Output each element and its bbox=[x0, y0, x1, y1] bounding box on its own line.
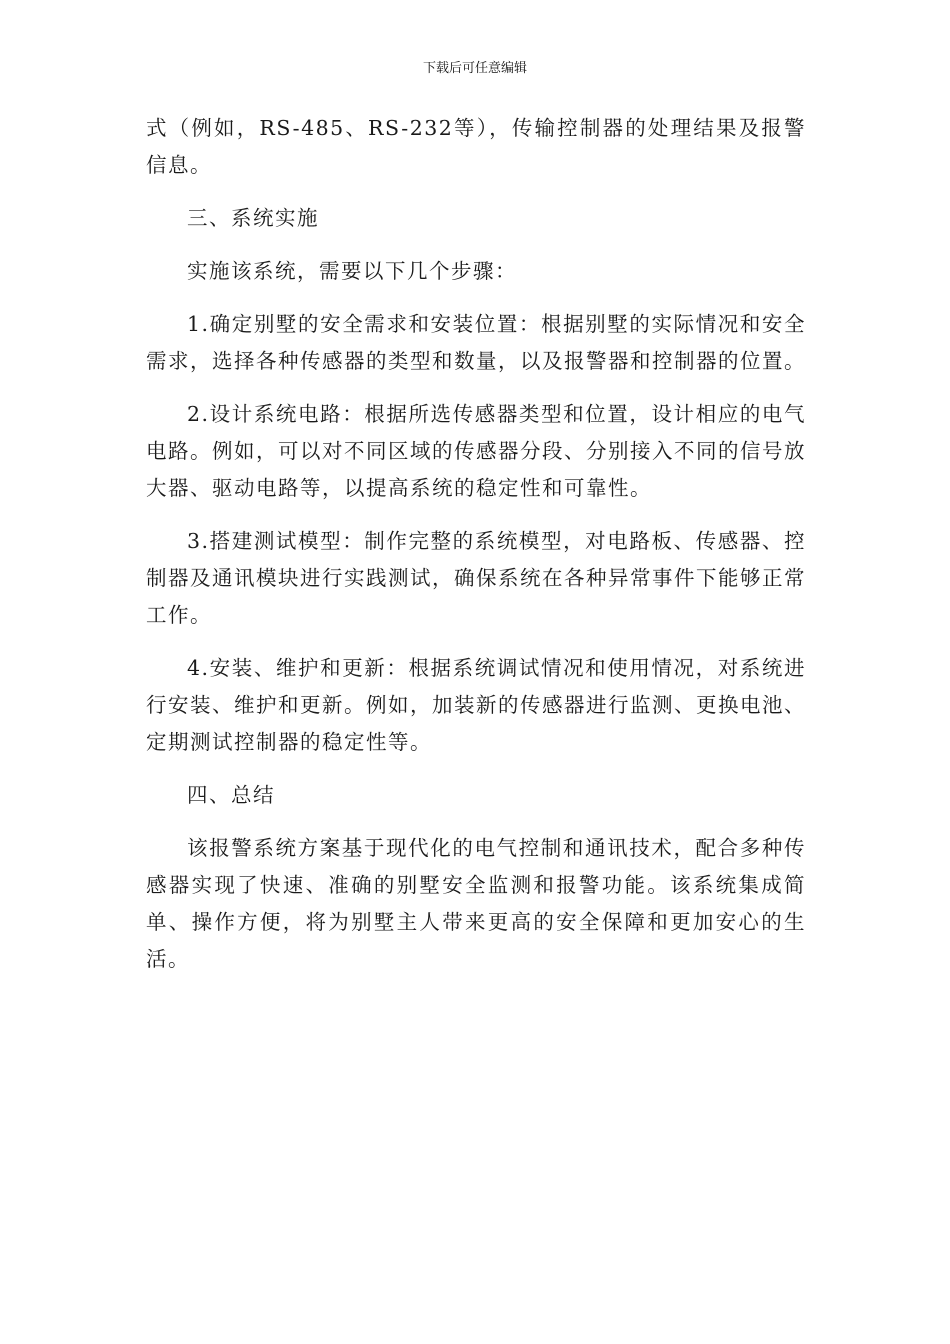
step-4-paragraph: 4.安装、维护和更新：根据系统调试情况和使用情况，对系统进行安装、维护和更新。例如，加装新的传感器进行监测、更换电池、定期测试控制器的稳定性等。 bbox=[146, 656, 806, 754]
summary-paragraph: 该报警系统方案基于现代化的电气控制和通讯技术，配合多种传感器实现了快速、准确的别墅安全监测和报警功能。该系统集成简单、操作方便，将为别墅主人带来更高的安全保障和更加安心的生活。 bbox=[146, 836, 806, 971]
section-heading-implementation: 三、系统实施 bbox=[187, 206, 319, 230]
step-2-paragraph: 2.设计系统电路：根据所选传感器类型和位置，设计相应的电气电路。例如，可以对不同区域的传感器分段、分别接入不同的信号放大器、驱动电路等，以提高系统的稳定性和可靠性。 bbox=[146, 402, 806, 500]
paragraph-continuation: 式（例如，RS-485、RS-232等），传输控制器的处理结果及报警信息。 bbox=[146, 116, 806, 177]
document-body bbox=[146, 110, 806, 994]
step-1-paragraph: 1.确定别墅的安全需求和安装位置：根据别墅的实际情况和安全需求，选择各种传感器的类型和数量，以及报警器和控制器的位置。 bbox=[146, 312, 806, 373]
section-heading-summary: 四、总结 bbox=[187, 783, 275, 807]
paragraph-intro-steps: 实施该系统，需要以下几个步骤： bbox=[187, 259, 517, 283]
page-header-note: 下载后可任意编辑 bbox=[422, 61, 527, 76]
step-3-paragraph: 3.搭建测试模型：制作完整的系统模型，对电路板、传感器、控制器及通讯模块进行实践测试，确保系统在各种异常事件下能够正常工作。 bbox=[146, 529, 806, 627]
